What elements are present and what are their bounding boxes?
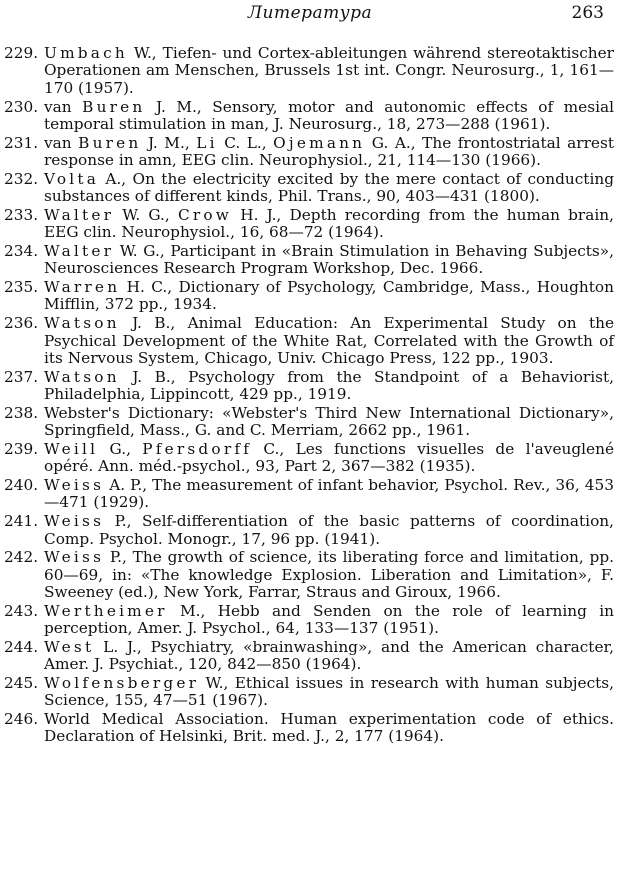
reference-author: Watson J. B.,: [44, 367, 176, 386]
reference-number: 242.: [4, 548, 39, 567]
reference-author: Weiss P.,: [44, 512, 132, 531]
reference-text: Les functions visuelles de l'aveuglené opéré. Ann. méd.-psychol., 93, Part 2, 367—382 (1935).: [44, 439, 614, 476]
reference-item: [4, 639, 614, 674]
reference-number: 239.: [4, 439, 39, 458]
reference-number: 233.: [4, 205, 39, 224]
reference-item: [4, 405, 614, 440]
reference-text: The measurement of infant behavior, Psychol. Rev., 36, 453—471 (1929).: [44, 476, 614, 512]
reference-item: [4, 369, 614, 404]
reference-author: Wolfensberger W.,: [44, 673, 229, 692]
reference-text: The growth of science, its liberating force and limitation, pp. 60—69, in: «The knowledge Explosion. Liberation and Limitation», F. Sweeney (ed.), New York, Farrar, Straus and Giroux, 1966.: [44, 548, 614, 602]
reference-text: Psychiatry, «brainwashing», and the American character, Amer. J. Psychiat., 120, 842—850 (1964).: [44, 637, 614, 674]
reference-text: Self-differentiation of the basic patterns of coordination, Comp. Psychol. Monogr., 17, 96 pp. (1941).: [44, 512, 614, 548]
reference-author: van Buren J. M.,: [44, 97, 202, 116]
reference-list: [4, 45, 614, 747]
page-header: [0, 3, 620, 25]
reference-item: [4, 315, 614, 367]
reference-author: Walter W. G., Crow H. J.,: [44, 205, 282, 224]
reference-text: Tiefen- und Cortex-ableitungen während stereotaktischer Operationen am Menschen, Brussels 1st int. Congr. Neurosurg., 1, 161—170 (1957).: [44, 44, 614, 97]
reference-author: Weill G., Pfersdorff C.,: [44, 439, 285, 458]
reference-number: 236.: [4, 314, 39, 333]
reference-item: [4, 207, 614, 242]
reference-item: [4, 135, 614, 170]
reference-text: Participant in «Brain Stimulation in Behaving Subjects», Neurosciences Research Program Workshop, Dec. 1966.: [44, 241, 614, 278]
reference-text: Dictionary of Psychology, Cambridge, Mass., Houghton Mifflin, 372 pp., 1934.: [44, 278, 614, 314]
reference-item: [4, 711, 614, 746]
reference-number: 231.: [4, 133, 39, 152]
reference-number: 243.: [4, 601, 39, 620]
reference-number: 237.: [4, 367, 39, 386]
running-title: Литература: [247, 3, 373, 23]
reference-number: 245.: [4, 673, 39, 692]
reference-text: Animal Education: An Experimental Study on the Psychical Development of the White Rat, Correlated with the Growth of its Nervous System, Chicago, Univ. Chicago Press, 122 pp., 1903.: [44, 314, 614, 367]
reference-number: 235.: [4, 278, 39, 297]
reference-text: Ethical issues in research with human subjects, Science, 155, 47—51 (1967).: [44, 673, 614, 710]
reference-number: 232.: [4, 169, 39, 188]
reference-text: Depth recording from the human brain, EEG clin. Neurophysiol., 16, 68—72 (1964).: [44, 205, 614, 242]
reference-number: 240.: [4, 476, 39, 495]
reference-number: 241.: [4, 512, 39, 531]
page-number: 263: [571, 3, 604, 23]
reference-author: Warren H. C.,: [44, 278, 173, 297]
reference-item: [4, 279, 614, 314]
reference-number: 246.: [4, 710, 39, 729]
reference-author: Watson J. B.,: [44, 314, 176, 333]
reference-item: [4, 549, 614, 601]
reference-text: On the electricity excited by the mere contact of conducting substances of different kinds, Phil. Trans., 90, 403—431 (1800).: [44, 169, 614, 206]
reference-text: Hebb and Senden on the role of learning in perception, Amer. J. Psychol., 64, 133—137 (1951).: [44, 601, 614, 638]
reference-number: 234.: [4, 241, 39, 260]
reference-number: 230.: [4, 97, 39, 116]
reference-item: [4, 243, 614, 278]
reference-item: [4, 603, 614, 638]
reference-item: [4, 441, 614, 476]
reference-text: Sensory, motor and autonomic effects of mesial temporal stimulation in man, J. Neurosurg., 18, 273—288 (1961).: [44, 97, 614, 133]
reference-author: Volta A.,: [44, 169, 127, 188]
reference-number: 244.: [4, 637, 39, 656]
reference-item: [4, 513, 614, 548]
reference-item: [4, 675, 614, 710]
reference-number: 238.: [4, 403, 39, 422]
reference-item: [4, 45, 614, 97]
reference-item: [4, 99, 614, 134]
reference-text: Psychology from the Standpoint of a Behaviorist, Philadelphia, Lippincott, 429 pp., 1919.: [44, 367, 614, 404]
reference-text: Webster's Dictionary: «Webster's Third New International Dictionary», Springfield, Mass., G. and C. Merriam, 2662 pp., 1961.: [44, 403, 614, 440]
reference-author: Umbach W.,: [44, 44, 157, 62]
reference-text: World Medical Association. Human experimentation code of ethics. Declaration of Helsinki, Brit. med. J., 2, 177 (1964).: [44, 710, 614, 746]
reference-author: van Buren J. M., Li C. L., Ojemann G. A.,: [44, 133, 416, 152]
reference-item: [4, 171, 614, 206]
reference-author: Walter W. G.,: [44, 241, 165, 260]
reference-number: 229.: [4, 44, 39, 62]
reference-text: The frontostriatal arrest response in amn, EEG clin. Neurophysiol., 21, 114—130 (1966).: [44, 133, 614, 170]
reference-author: Wertheimer M.,: [44, 601, 206, 620]
reference-item: [4, 477, 614, 512]
reference-author: Weiss P.,: [44, 548, 127, 567]
reference-author: Weiss A. P.,: [44, 476, 148, 495]
reference-author: West L. J.,: [44, 637, 142, 656]
